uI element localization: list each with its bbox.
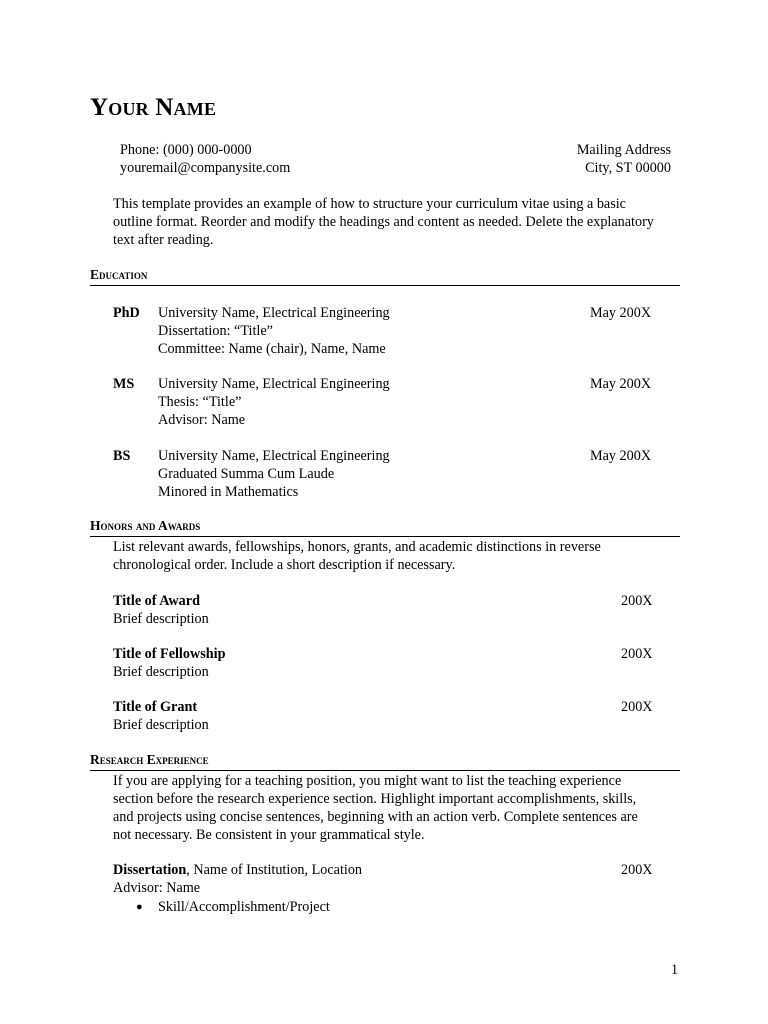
research-entry-title (113, 861, 362, 879)
award-year: 200X (621, 593, 653, 609)
contact-left (120, 141, 290, 177)
award-year: 200X (621, 699, 653, 715)
award-description: Brief description (113, 664, 209, 680)
research-intro-line: If you are applying for a teaching position, you might want to list the teaching experience (113, 773, 622, 789)
email-text: youremail@companysite.com (120, 160, 291, 176)
degree-line: University Name, Electrical Engineering (158, 305, 390, 321)
bullet-dot-icon: ● (136, 901, 143, 913)
award-year: 200X (621, 646, 653, 662)
degree-line: University Name, Electrical Engineering (158, 448, 390, 464)
research-title-rest: , Name of Institution, Location (186, 862, 363, 878)
research-bullet-item: Skill/Accomplishment/Project (158, 899, 330, 915)
degree-line: Advisor: Name (158, 412, 246, 428)
address-line1: Mailing Address (576, 142, 671, 158)
address-line2: City, ST 00000 (585, 160, 671, 176)
degree-line: Committee: Name (chair), Name, Name (158, 341, 386, 357)
research-year: 200X (621, 862, 653, 878)
award-description: Brief description (113, 717, 209, 733)
education-heading: Education (90, 266, 680, 286)
research-intro-line: section before the research experience section. Highlight important accomplishments, skills, (113, 791, 637, 807)
contact-right (540, 141, 671, 177)
degree-details (158, 447, 390, 501)
degree-line: Dissertation: “Title” (158, 323, 273, 339)
honors-intro-line: List relevant awards, fellowships, honors, grants, and academic distinctions in reverse (113, 539, 601, 555)
award-description: Brief description (113, 611, 209, 627)
research-advisor: Advisor: Name (113, 880, 201, 896)
award-title: Title of Fellowship (113, 646, 226, 662)
degree-label: BS (113, 448, 131, 464)
research-title-bold: Dissertation (113, 862, 187, 878)
intro-line: outline format. Reorder and modify the headings and content as needed. Delete the explanatory (113, 214, 654, 230)
degree-date: May 200X (590, 448, 652, 464)
intro-line: text after reading. (113, 232, 214, 248)
honors-intro-line: chronological order. Include a short description if necessary. (113, 557, 456, 573)
degree-label: MS (113, 376, 135, 392)
research-heading: Research Experience (90, 751, 680, 771)
intro-paragraph (113, 195, 683, 249)
page-number: 1 (671, 962, 679, 978)
award-title: Title of Grant (113, 699, 198, 715)
phone-text: Phone: (000) 000-0000 (120, 142, 252, 158)
research-intro-line: not necessary. Be consistent in your grammatical style. (113, 827, 425, 843)
degree-line: Graduated Summa Cum Laude (158, 466, 335, 482)
research-intro (113, 772, 683, 844)
degree-line: University Name, Electrical Engineering (158, 376, 390, 392)
degree-date: May 200X (590, 376, 652, 392)
degree-line: Thesis: “Title” (158, 394, 242, 410)
honors-heading: Honors and Awards (90, 517, 680, 537)
degree-details (158, 304, 390, 358)
award-title: Title of Award (113, 593, 200, 609)
degree-label: PhD (113, 305, 140, 321)
cv-name: Your Name (90, 94, 217, 121)
honors-intro (113, 538, 683, 574)
degree-date: May 200X (590, 305, 652, 321)
intro-line: This template provides an example of how to structure your curriculum vitae using a basic (113, 196, 626, 212)
degree-details (158, 375, 390, 429)
degree-line: Minored in Mathematics (158, 484, 299, 500)
research-intro-line: and projects using concise sentences, beginning with an action verb. Complete sentences are (113, 809, 638, 825)
